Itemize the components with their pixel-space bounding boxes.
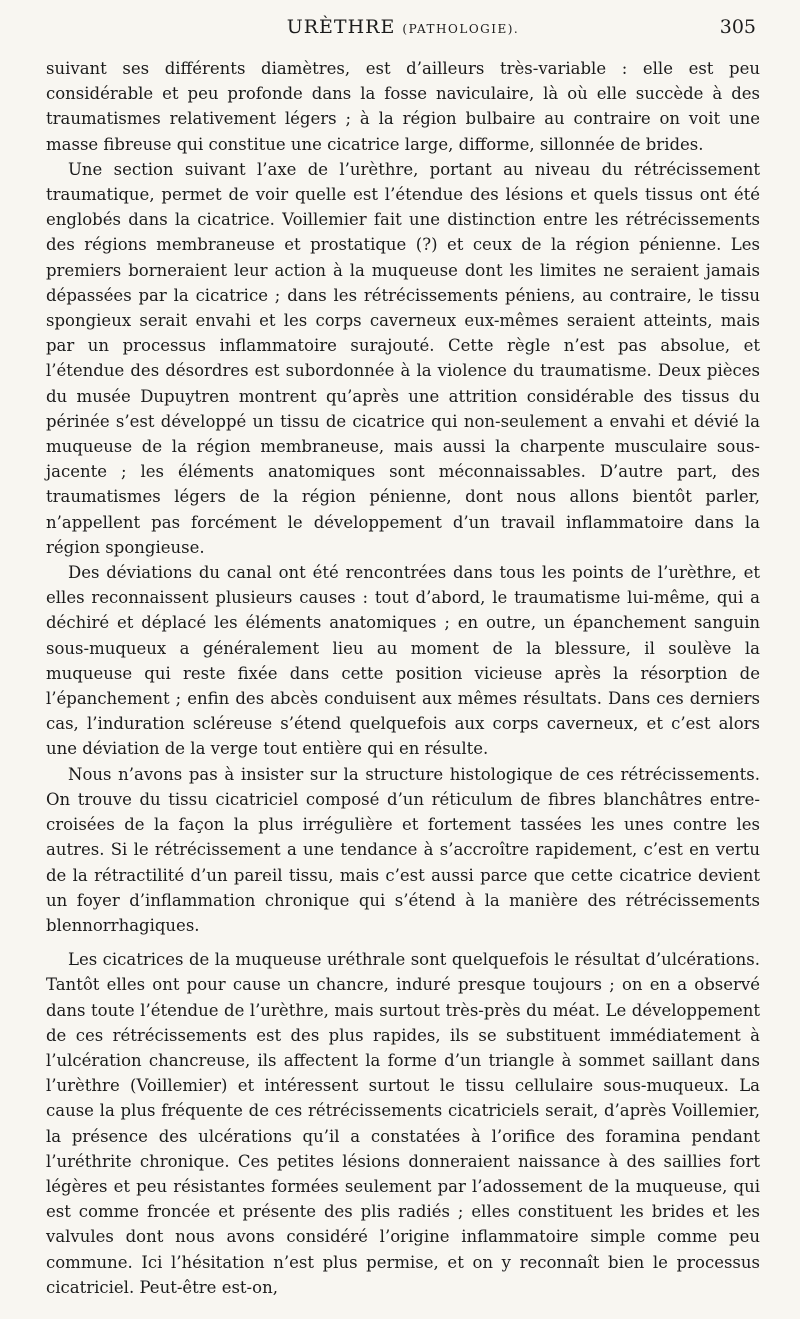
header-subtitle: (PATHOLOGIE). (402, 22, 520, 36)
paragraph-3: Des déviations du canal ont été rencontrées dans tous les points de l’urèthre, et elles reconnaissent plusieurs causes : tout d’abord, le traumatisme lui-même, qui a déchiré et déplacé les éléments anatomiques ; en outre, un épanchement sanguin sous-muqueux a généralement lieu au moment de la blessure, il soulève la muqueuse qui reste fixée dans cette position vicieuse après la résorption de l’épanchement ; enfin des abcès conduisent aux mêmes résultats. Dans ces derniers cas, l’induration scléreuse s’étend quelquefois aux corps caverneux, et c’est alors une déviation de la verge tout entière qui en résulte. (46, 563, 760, 759)
paragraph-1: suivant ses différents diamètres, est d’ailleurs très-variable : elle est peu considérable et peu profonde dans la fosse naviculaire, là où elle succède à des traumatismes relativement légers ; à la région bulbaire au contraire on voit une masse fibreuse qui constitue une cicatrice large, difforme, sillonnée de brides. (46, 59, 760, 154)
body-text (46, 56, 760, 1300)
paragraph-5: Les cicatrices de la muqueuse uréthrale sont quelquefois le résultat d’ulcérations. Tantôt elles ont pour cause un chancre, induré presque toujours ; on en a observé dans toute l’étendue de l’urèthre, mais surtout très-près du méat. Le développement de ces rétrécissements est des plus rapides, ils se substituent immédiatement à l’ulcération chancreuse, ils affectent la forme d’un triangle à sommet saillant dans l’urèthre (Voillemier) et intéressent surtout le tissu cellulaire sous-muqueux. La cause la plus fréquente de ces rétrécissements cicatriciels serait, d’après Voillemier, la présence des ulcérations qu’il a constatées à l’orifice des foramina pendant l’uréthrite chronique. Ces petites lésions donneraient naissance à des saillies fort légères et peu résistantes formées seulement par l’adossement de la muqueuse, qui est comme froncée et présente des plis radiés ; elles constituent les brides et les valvules dont nous avons considéré l’origine inflammatoire simple comme peu commune. Ici l’hésitation n’est plus permise, et on y reconnaît bien le processus cicatriciel. Peut-être est-on, (46, 950, 760, 1297)
running-head (46, 16, 760, 46)
paragraph-4: Nous n’avons pas à insister sur la structure histologique de ces rétrécissements. On trouve du tissu cicatriciel composé d’un réticulum de fibres blanchâtres entre-croisées de la façon la plus irrégulière et fortement tassées les unes contre les autres. Si le rétrécissement a une tendance à s’accroître rapidement, c’est en vertu de la rétractilité d’un pareil tissu, mais c’est aussi parce que cette cicatrice devient un foyer d’inflammation chronique qui s’étend à la manière des rétrécissements blennorrhagiques. (46, 764, 760, 935)
running-title (46, 16, 760, 38)
paragraph-2: Une section suivant l’axe de l’urèthre, portant au niveau du rétrécissement traumatique, permet de voir quelle est l’étendue des lésions et quels tissus ont été englobés dans la cicatrice. Voillemier fait une distinction entre les rétrécissements des régions membraneuse et prostatique (?) et ceux de la région pénienne. Les premiers borneraient leur action à la muqueuse dont les limites ne seraient jamais dépassées par la cicatrice ; dans les rétrécissements péniens, au contraire, le tissu spongieux serait envahi et les corps caverneux eux-mêmes seraient atteints, mais par un processus inflammatoire surajouté. Cette règle n’est pas absolue, et l’étendue des désordres est subordonnée à la violence du traumatisme. Deux pièces du musée Dupuytren montrent qu’après une attrition considérable des tissus du périnée s’est développé un tissu de cicatrice qui non-seulement a envahi et dévié la muqueuse de la région membraneuse, mais aussi la charpente musculaire sous-jacente ; les éléments anatomiques sont méconnaissables. D’autre part, des traumatismes légers de la région pénienne, dont nous allons bientôt parler, n’appellent pas forcément le développement d’un travail inflammatoire dans la région spongieuse. (46, 159, 760, 557)
page-number: 305 (719, 16, 756, 38)
header-title: URÈTHRE (286, 16, 396, 38)
